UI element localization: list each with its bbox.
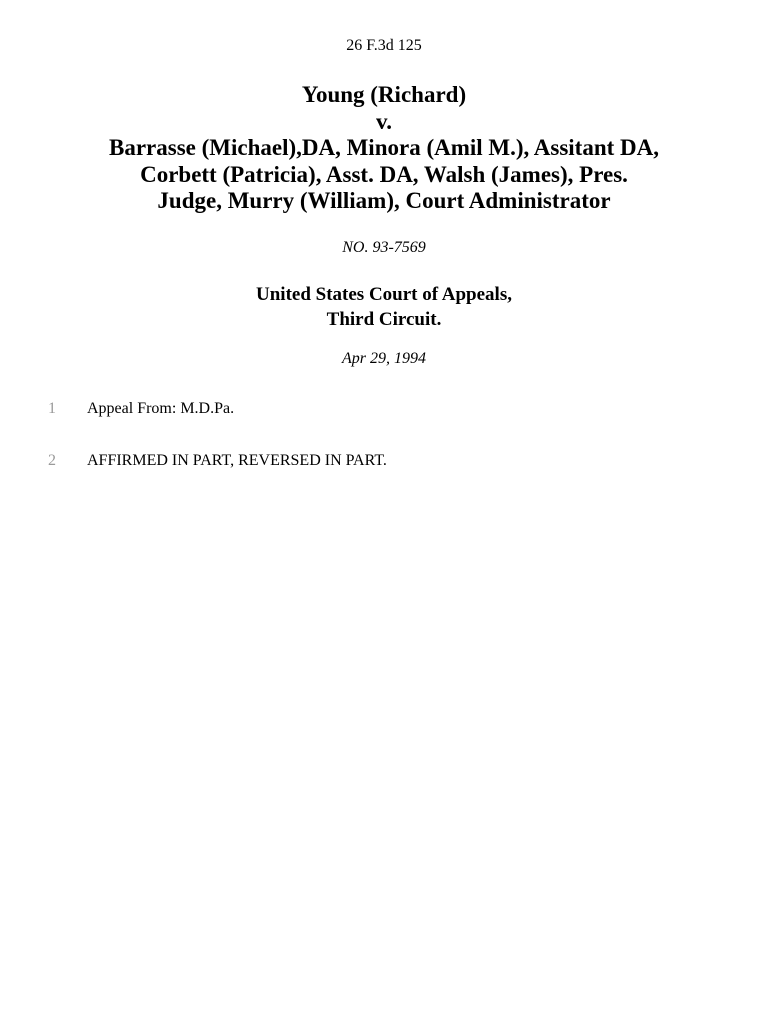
court-name-line-2: Third Circuit. xyxy=(326,309,442,330)
docket-number: NO. 93-7569 xyxy=(342,239,426,256)
caption-versus: v. xyxy=(376,108,392,134)
paragraph-1 xyxy=(0,398,768,420)
paragraph-2 xyxy=(0,450,768,472)
decision-date: Apr 29, 1994 xyxy=(342,350,426,367)
caption-defendants-line-1: Barrasse (Michael),DA, Minora (Amil M.), Assitant DA, xyxy=(109,135,659,160)
caption-plaintiff: Young (Richard) xyxy=(301,82,467,107)
case-caption xyxy=(40,82,728,215)
court-name xyxy=(0,282,768,332)
paragraph-text: AFFIRMED IN PART, REVERSED IN PART. xyxy=(87,452,387,469)
court-name-line-1: United States Court of Appeals, xyxy=(256,284,512,305)
caption-defendants-line-2: Corbett (Patricia), Asst. DA, Walsh (James), Pres. xyxy=(140,161,628,187)
case-citation: 26 F.3d 125 xyxy=(346,37,422,54)
paragraph-number: 1 xyxy=(48,400,56,417)
paragraph-text: Appeal From: M.D.Pa. xyxy=(87,400,235,417)
caption-defendants-line-3: Judge, Murry (William), Court Administrator xyxy=(157,188,611,213)
paragraph-number: 2 xyxy=(48,452,56,469)
